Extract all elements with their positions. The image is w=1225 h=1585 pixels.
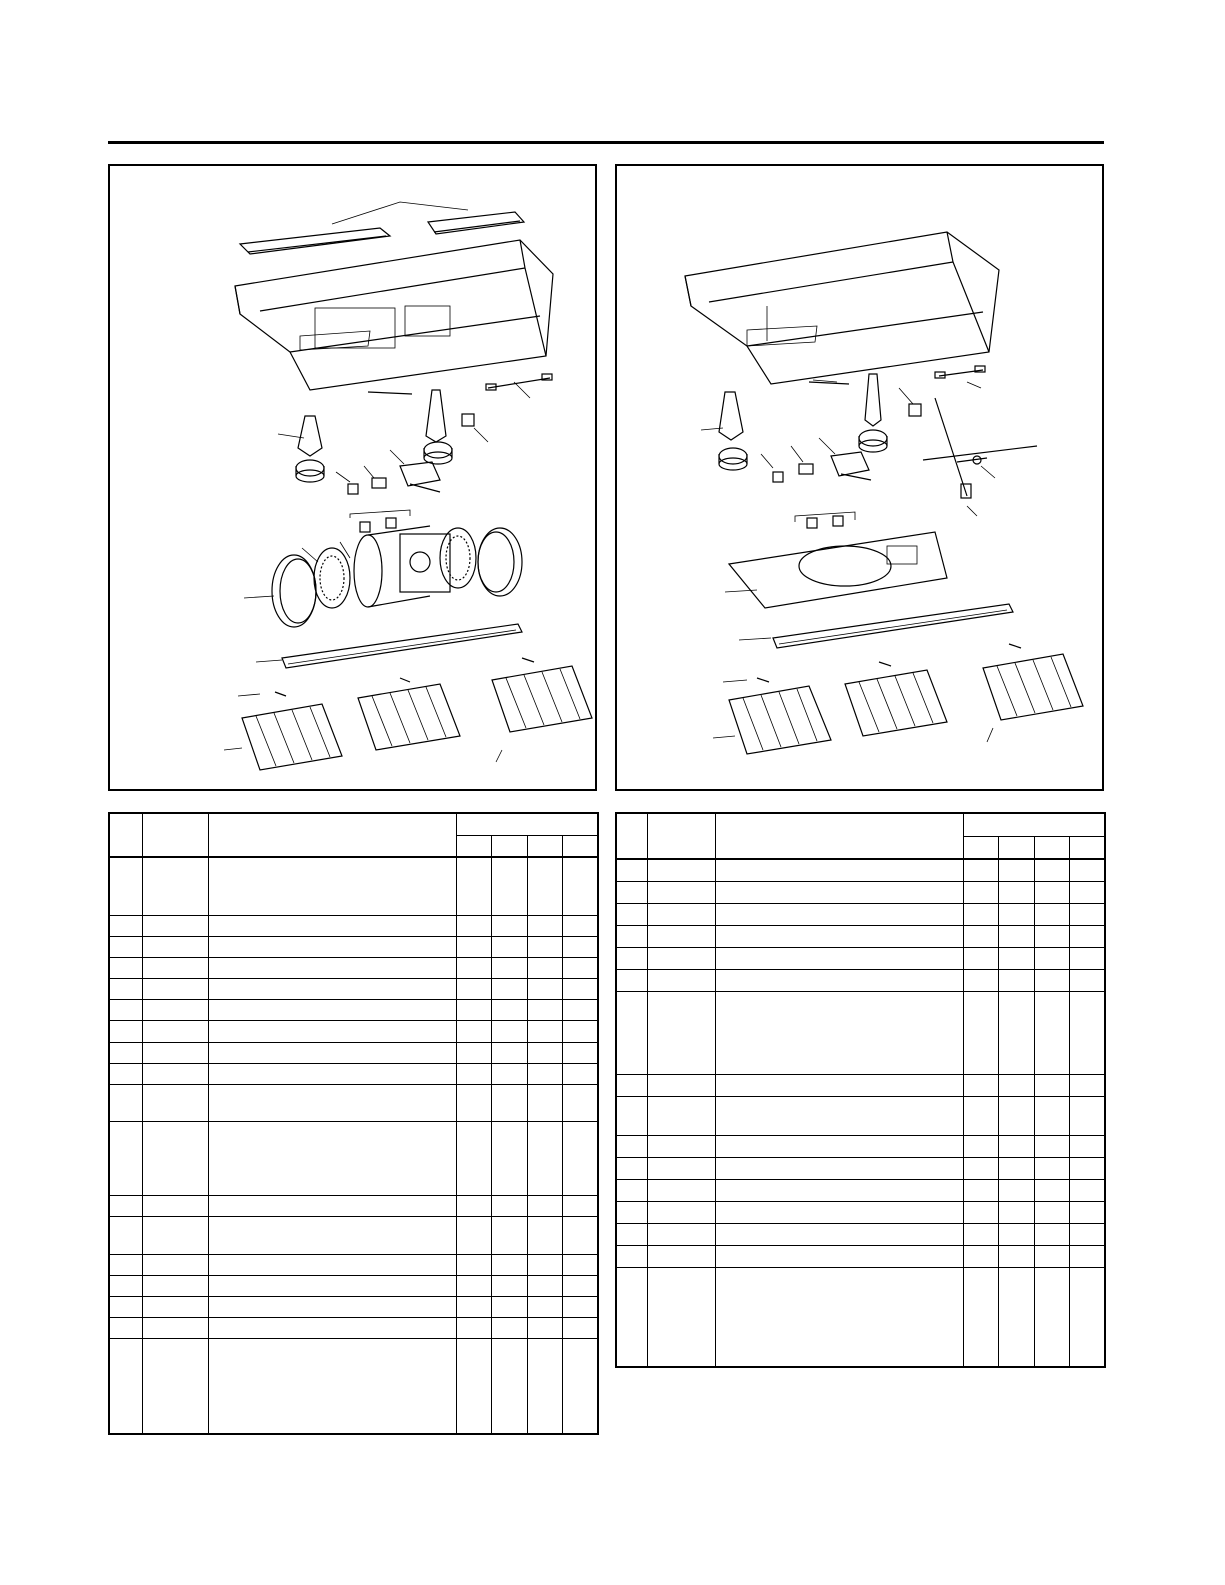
hood-body	[685, 232, 999, 384]
table-row	[616, 1074, 1105, 1096]
duct-cover-left	[240, 228, 390, 254]
grease-filter-2	[358, 678, 460, 750]
right-table-header-row-1	[616, 813, 1105, 836]
switch-1	[348, 484, 358, 494]
connector	[462, 414, 474, 426]
control-box	[831, 452, 871, 480]
blower-grille-right	[440, 528, 476, 588]
left-table-header-row-1	[109, 813, 598, 835]
grease-filter-1	[242, 692, 342, 770]
table-row	[109, 1254, 598, 1275]
left-diagram-panel	[108, 164, 597, 791]
table-row	[616, 969, 1105, 991]
capacitor-2	[833, 516, 843, 526]
col-part-no-header	[647, 813, 715, 859]
table-row	[109, 1317, 598, 1338]
table-row	[616, 1223, 1105, 1245]
table-row	[616, 947, 1105, 969]
light-socket-left	[719, 392, 747, 470]
bracket-capacitors	[350, 510, 410, 518]
light-socket-right	[859, 374, 887, 452]
table-row	[616, 903, 1105, 925]
right-parts-table	[615, 812, 1106, 1368]
col-model-c-header	[1034, 836, 1069, 859]
table-row	[616, 1179, 1105, 1201]
table-row	[109, 1121, 598, 1195]
table-row	[109, 979, 598, 1000]
table-row	[616, 1135, 1105, 1157]
table-row	[616, 1157, 1105, 1179]
col-ref-header	[109, 813, 142, 857]
col-model-c-header	[527, 835, 562, 857]
bottom-plate	[729, 532, 947, 608]
table-row	[109, 1296, 598, 1317]
table-row	[109, 1021, 598, 1042]
leader-duct	[332, 202, 468, 224]
col-model-d-header	[1069, 836, 1105, 859]
blower-ring-left	[272, 555, 316, 627]
header-rule	[108, 141, 1104, 144]
wire-harness	[935, 366, 985, 378]
table-row	[616, 925, 1105, 947]
blower-motor	[354, 526, 450, 607]
col-group-header	[963, 813, 1105, 836]
light-socket-left	[296, 416, 324, 482]
col-description-header	[208, 813, 456, 857]
hood-body	[235, 240, 553, 390]
blower-grille-left	[314, 548, 350, 608]
capacitor-2	[386, 518, 396, 528]
light-lens-bar	[773, 604, 1013, 648]
table-row	[109, 1338, 598, 1434]
right-diagram-panel	[615, 164, 1104, 791]
light-socket-right	[424, 390, 452, 464]
col-model-a-header	[456, 835, 491, 857]
col-description-header	[715, 813, 963, 859]
col-group-header	[456, 813, 598, 835]
capacitor-1	[360, 522, 370, 532]
table-row	[616, 881, 1105, 903]
connector	[909, 404, 921, 416]
bracket-capacitors	[795, 512, 855, 522]
table-row	[616, 859, 1105, 881]
wire-harness	[486, 374, 552, 390]
table-row	[616, 1201, 1105, 1223]
left-exploded-view	[110, 166, 595, 789]
table-row	[109, 1084, 598, 1121]
table-row	[109, 857, 598, 915]
switch-2	[372, 478, 386, 488]
col-model-d-header	[562, 835, 598, 857]
table-row	[109, 1196, 598, 1217]
control-box	[400, 462, 440, 492]
table-row	[616, 1096, 1105, 1135]
col-model-b-header	[998, 836, 1034, 859]
duct-cover-right	[428, 212, 524, 234]
table-row	[616, 991, 1105, 1074]
switch-2	[799, 464, 813, 474]
col-model-b-header	[491, 835, 527, 857]
blower-ring-right	[478, 528, 522, 596]
table-row	[109, 937, 598, 958]
table-row	[616, 1245, 1105, 1267]
switch-1	[773, 472, 783, 482]
small-wire	[368, 392, 412, 394]
table-row	[109, 1042, 598, 1063]
right-exploded-view	[617, 166, 1102, 789]
power-cord-assembly	[923, 398, 1037, 498]
grease-filter-2	[845, 662, 947, 736]
grease-filter-1	[729, 678, 831, 754]
col-part-no-header	[142, 813, 208, 857]
grease-filter-3	[983, 644, 1083, 720]
table-row	[109, 1217, 598, 1254]
col-model-a-header	[963, 836, 998, 859]
leader-lines	[224, 382, 530, 762]
grease-filter-3	[492, 658, 592, 732]
table-row	[616, 1267, 1105, 1367]
col-ref-header	[616, 813, 647, 859]
table-row	[109, 1063, 598, 1084]
table-row	[109, 958, 598, 979]
light-lens-bar	[282, 624, 522, 668]
capacitor-1	[807, 518, 817, 528]
table-row	[109, 1000, 598, 1021]
table-row	[109, 1275, 598, 1296]
left-parts-table	[108, 812, 599, 1435]
table-row	[109, 915, 598, 936]
small-wire	[809, 382, 849, 384]
